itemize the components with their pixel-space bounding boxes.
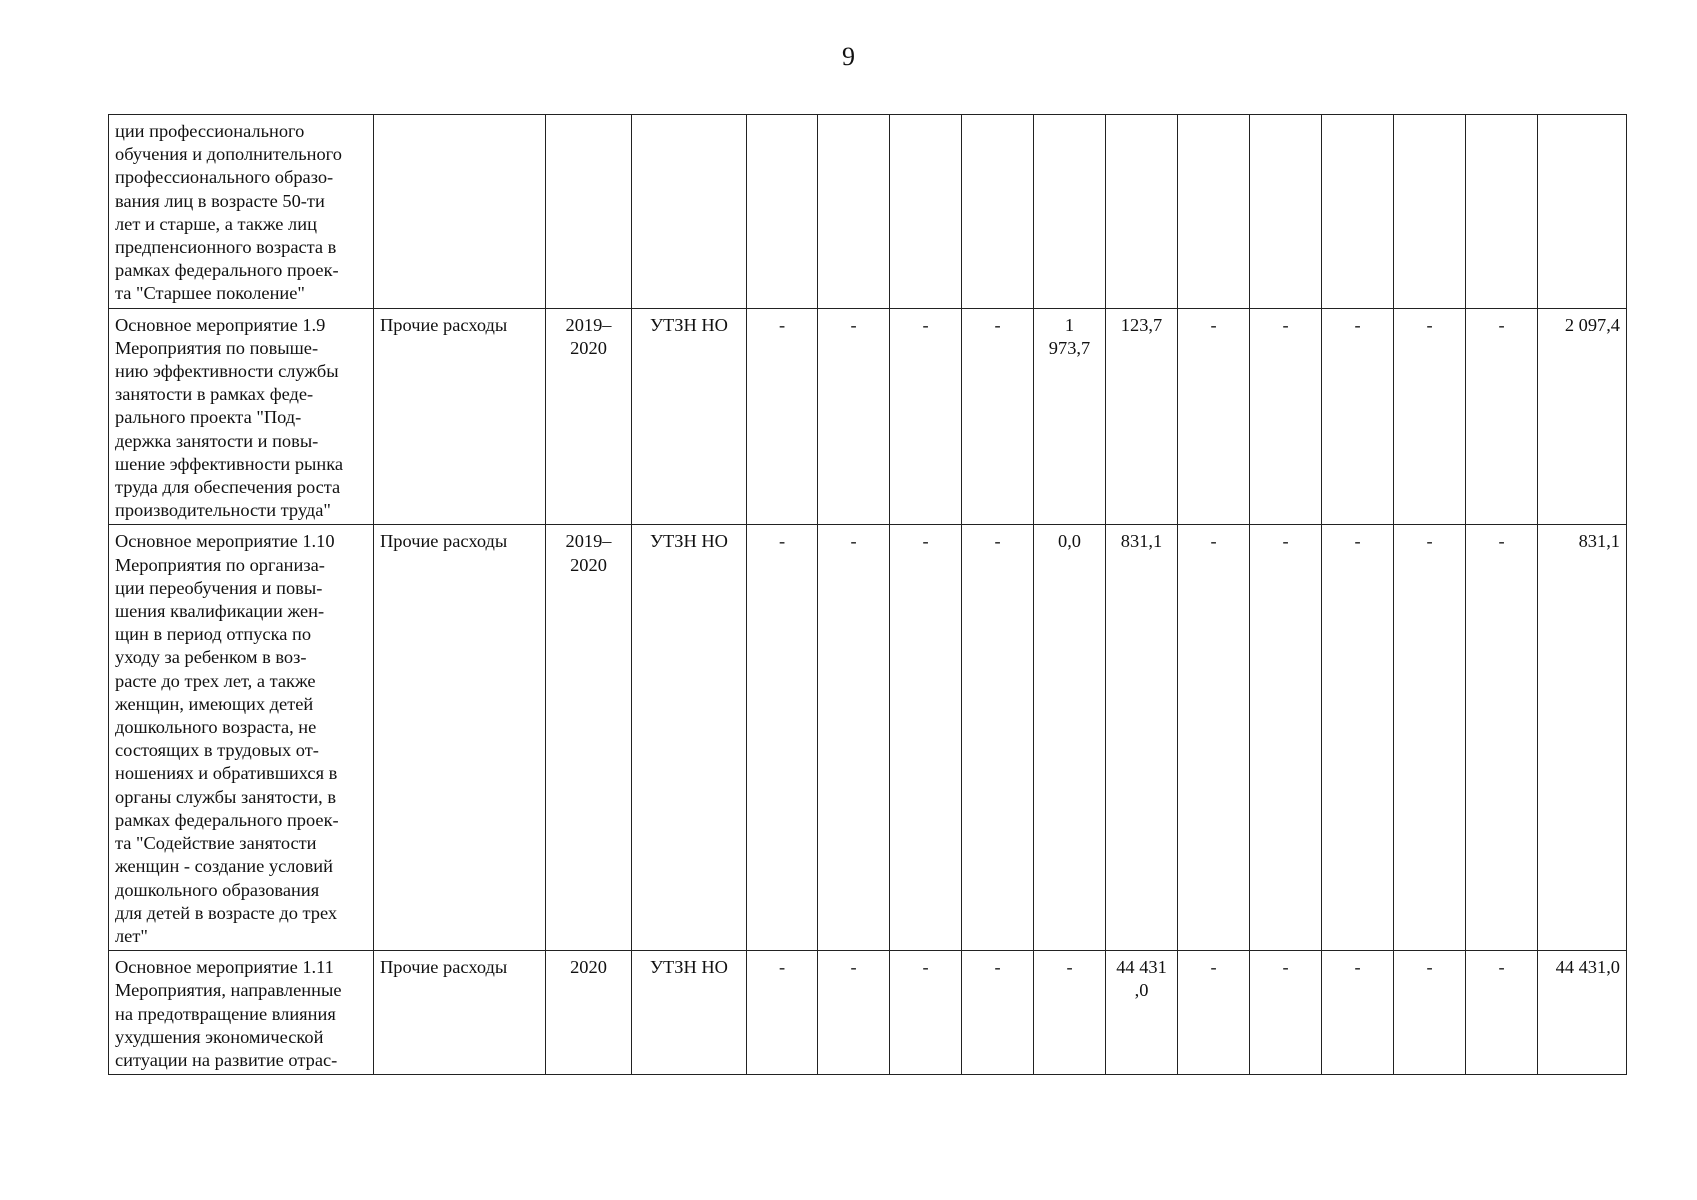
cell-text-line: занятости в рамках феде-	[115, 384, 314, 405]
cell-text-line: -	[850, 957, 857, 978]
cell-text-line: -	[1210, 314, 1217, 335]
value-cell	[1250, 951, 1322, 1075]
value-cell	[747, 525, 818, 951]
cell-text-line: Основное мероприятие 1.9	[115, 314, 326, 335]
cell-text-line: 2019–	[565, 531, 612, 552]
expense-type-cell	[374, 115, 546, 309]
value-cell	[1178, 308, 1250, 525]
cell-text-line: профессионального образо-	[115, 167, 334, 188]
cell-text-line: та "Старшее поколение"	[115, 283, 305, 304]
cell-text-line: -	[994, 314, 1001, 335]
cell-text-line: -	[778, 314, 786, 335]
value-cell	[890, 525, 962, 951]
activity-description-cell	[109, 115, 374, 309]
value-cell	[747, 951, 818, 1075]
cell-text-line: -	[1210, 957, 1217, 978]
expense-type-cell: Прочие расходы	[374, 525, 546, 951]
cell-text-line: дошкольного образования	[115, 879, 320, 900]
cell-text-line: -	[1426, 957, 1433, 978]
cell-text-line: -	[850, 531, 857, 552]
value-cell	[818, 308, 890, 525]
value-cell	[1466, 308, 1538, 525]
value-cell	[747, 308, 818, 525]
cell-text-line: труда для обеспечения роста	[115, 477, 341, 498]
value-cell	[1178, 525, 1250, 951]
value-cell	[747, 115, 818, 309]
cell-text-line: женщин - создание условий	[115, 856, 333, 877]
executor-cell: УТЗН НО	[632, 951, 747, 1075]
cell-text-line: ,0	[1134, 980, 1149, 1001]
value-cell	[818, 525, 890, 951]
cell-text-line: -	[1426, 531, 1433, 552]
value-cell	[962, 115, 1034, 309]
cell-text-line: рамках федерального проек-	[115, 809, 339, 830]
cell-text-line: 2020	[570, 337, 607, 358]
executor-cell: УТЗН НО	[632, 308, 747, 525]
value-cell	[1322, 951, 1394, 1075]
value-cell	[1178, 951, 1250, 1075]
cell-text-line: -	[1282, 957, 1289, 978]
value-cell	[1178, 115, 1250, 309]
expense-type-cell: Прочие расходы	[374, 951, 546, 1075]
cell-text-line: женщин, имеющих детей	[115, 693, 314, 714]
cell-text-line: ции переобучения и повы-	[115, 577, 323, 598]
value-cell	[890, 308, 962, 525]
table-row	[109, 951, 1627, 1075]
cell-text-line: -	[1282, 531, 1289, 552]
value-cell	[1394, 115, 1466, 309]
value-cell	[1394, 951, 1466, 1075]
cell-text-line: держка занятости и повы-	[115, 430, 319, 451]
period-cell	[546, 525, 632, 951]
table-row	[109, 115, 1627, 309]
value-cell	[1250, 525, 1322, 951]
cell-text-line: рамках федерального проек-	[115, 260, 339, 281]
cell-text-line: лет"	[115, 925, 148, 946]
value-cell	[1466, 525, 1538, 951]
value-cell	[1106, 951, 1178, 1075]
cell-text-line: -	[994, 531, 1001, 552]
total-cell: 2 097,4	[1538, 308, 1627, 525]
total-cell: 44 431,0	[1538, 951, 1627, 1075]
cell-text-line: 123,7	[1120, 314, 1163, 335]
value-cell	[1394, 308, 1466, 525]
cell-text-line: -	[778, 957, 786, 978]
cell-text-line: -	[1282, 314, 1289, 335]
period-cell	[546, 951, 632, 1075]
cell-text-line: 831,1	[1120, 531, 1163, 552]
cell-text-line: рального проекта "Под-	[115, 407, 302, 428]
cell-text-line: состоящих в трудовых от-	[115, 740, 319, 761]
value-cell	[1322, 115, 1394, 309]
cell-text-line: органы службы занятости, в	[115, 786, 337, 807]
value-cell	[962, 308, 1034, 525]
cell-text-line: -	[778, 531, 786, 552]
cell-text-line: -	[850, 314, 857, 335]
cell-text-line: 2019–	[565, 314, 612, 335]
period-cell	[546, 308, 632, 525]
cell-text-line: -	[1498, 314, 1505, 335]
cell-text-line: расте до трех лет, а также	[115, 670, 316, 691]
cell-text-line: шение эффективности рынка	[115, 453, 344, 474]
value-cell	[1322, 525, 1394, 951]
cell-text-line: нию эффективности службы	[115, 361, 339, 382]
cell-text-line: -	[1498, 531, 1505, 552]
cell-text-line: шения квалификации жен-	[115, 601, 325, 622]
value-cell	[962, 951, 1034, 1075]
value-cell	[818, 115, 890, 309]
cell-text-line: дошкольного возраста, не	[115, 717, 317, 738]
value-cell	[1106, 115, 1178, 309]
cell-text-line: уходу за ребенком в воз-	[115, 647, 307, 668]
value-cell	[1034, 115, 1106, 309]
table-row	[109, 308, 1627, 525]
activity-description-cell	[109, 525, 374, 951]
cell-text-line: вания лиц в возрасте 50-ти	[115, 190, 325, 211]
cell-text-line: Мероприятия по организа-	[115, 554, 325, 575]
executor-cell: УТЗН НО	[632, 525, 747, 951]
value-cell	[1106, 308, 1178, 525]
cell-text-line: ношениях и обратившихся в	[115, 763, 338, 784]
cell-text-line: -	[1498, 957, 1505, 978]
cell-text-line: -	[922, 531, 929, 552]
cell-text-line: -	[1210, 531, 1217, 552]
value-cell	[1466, 951, 1538, 1075]
value-cell	[1034, 308, 1106, 525]
cell-text-line: -	[1426, 314, 1433, 335]
value-cell	[818, 951, 890, 1075]
cell-text-line: щин в период отпуска по	[115, 624, 312, 645]
activity-description-cell	[109, 308, 374, 525]
cell-text-line: для детей в возрасте до трех	[115, 902, 338, 923]
cell-text-line: -	[922, 314, 929, 335]
cell-text-line: на предотвращение влияния	[115, 1003, 336, 1024]
total-cell: 831,1	[1538, 525, 1627, 951]
cell-text-line: 44 431	[1116, 957, 1167, 978]
cell-text-line: Основное мероприятие 1.11	[115, 957, 334, 978]
cell-text-line: -	[1066, 957, 1073, 978]
value-cell	[890, 115, 962, 309]
cell-text-line: -	[922, 957, 929, 978]
cell-text-line: -	[994, 957, 1001, 978]
cell-text-line: 2020	[570, 554, 607, 575]
cell-text-line: обучения и дополнительного	[115, 144, 342, 165]
cell-text-line: 0,0	[1058, 531, 1081, 552]
table-row	[109, 525, 1627, 951]
cell-text-line: 1	[1064, 314, 1075, 335]
cell-text-line: ции профессионального	[115, 121, 305, 141]
cell-text-line: -	[1354, 531, 1361, 552]
value-cell	[1250, 115, 1322, 309]
value-cell	[1250, 308, 1322, 525]
cell-text-line: Основное мероприятие 1.10	[115, 531, 335, 552]
total-cell	[1538, 115, 1627, 309]
cell-text-line: предпенсионного возраста в	[115, 237, 337, 258]
activity-description-cell	[109, 951, 374, 1075]
cell-text-line: Мероприятия по повыше-	[115, 337, 319, 358]
value-cell	[890, 951, 962, 1075]
expense-type-cell: Прочие расходы	[374, 308, 546, 525]
cell-text-line: 973,7	[1048, 337, 1091, 358]
page-number: 9	[842, 42, 855, 71]
budget-table	[108, 114, 1627, 1075]
value-cell	[962, 525, 1034, 951]
value-cell	[1034, 525, 1106, 951]
period-cell	[546, 115, 632, 309]
cell-text-line: ситуации на развитие отрас-	[115, 1049, 338, 1070]
value-cell	[1106, 525, 1178, 951]
cell-text-line: 2020	[570, 957, 607, 978]
cell-text-line: Мероприятия, направленные	[115, 980, 342, 1001]
value-cell	[1034, 951, 1106, 1075]
value-cell	[1394, 525, 1466, 951]
cell-text-line: та "Содействие занятости	[115, 833, 317, 854]
cell-text-line: лет и старше, а также лиц	[115, 213, 317, 234]
cell-text-line: -	[1354, 314, 1361, 335]
executor-cell	[632, 115, 747, 309]
cell-text-line: производительности труда"	[115, 500, 331, 521]
value-cell	[1466, 115, 1538, 309]
cell-text-line: -	[1354, 957, 1361, 978]
cell-text-line: ухудшения экономической	[115, 1026, 324, 1047]
value-cell	[1322, 308, 1394, 525]
